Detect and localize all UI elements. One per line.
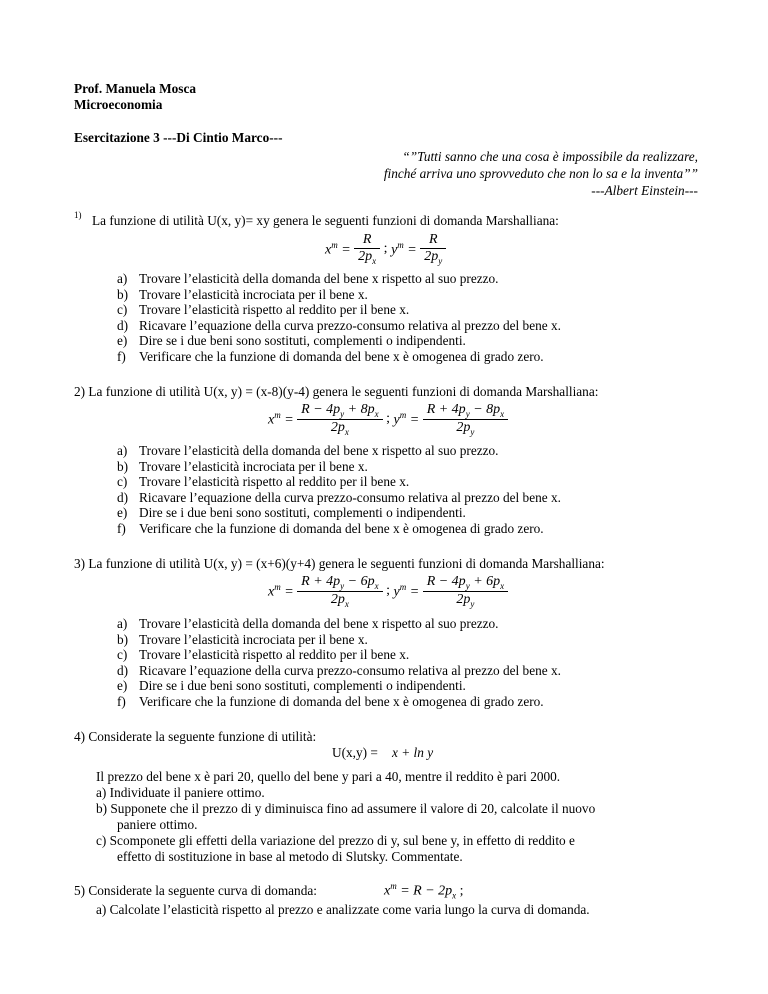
exercise-3-demand-equations: $x^m$ = $\frac{R + 4p_y - 6p_x}{2p_x}$ ; $y^m$ = $\frac{R - 4p_y + 6p_x}{2p_y}$ bbox=[268, 574, 508, 609]
exercise-2-demand-equations: $x^m$ = $\frac{R - 4p_y + 8p_x}{2p_x}$ ; $y^m$ = $\frac{R + 4p_y - 8p_x}{2p_y}$ bbox=[268, 402, 508, 437]
question-item: b) Trovare l’elasticità incrociata per il bene x. bbox=[117, 286, 368, 302]
course-name: Microeconomia bbox=[74, 97, 163, 112]
exercise-4-question-b: b) Supponete che il prezzo di y diminuisca fino ad assumere il valore di 20, calcolate il nuovo bbox=[96, 801, 596, 816]
exercise-3-questions bbox=[117, 616, 561, 709]
exercise-4-intro: 4) Considerate la seguente funzione di utilità: bbox=[74, 729, 317, 744]
exercise-4-utility-label: U(x,y) = bbox=[332, 745, 378, 760]
exercise-1-intro: La funzione di utilità U(x, y)= xy genera le seguenti funzioni di domanda Marshalliana: bbox=[92, 213, 559, 228]
question-item: f) Verificare che la funzione di domanda del bene x è omogenea di grado zero. bbox=[117, 348, 544, 364]
exercise-4-prices: Il prezzo del bene x è pari 20, quello del bene y pari a 40, mentre il reddito è pari 2000. bbox=[96, 769, 561, 784]
question-item: f) Verificare che la funzione di domanda del bene x è omogenea di grado zero. bbox=[117, 520, 544, 536]
exercise-2-questions bbox=[117, 443, 561, 536]
quote-author: ---Albert Einstein--- bbox=[591, 183, 698, 198]
exercise-4-question-b-cont: paniere ottimo. bbox=[117, 817, 198, 832]
question-item: e) Dire se i due beni sono sostituti, complementi o indipendenti. bbox=[117, 678, 466, 693]
exercise-5-question-a: a) Calcolate l’elasticità rispetto al prezzo e analizzate come varia lungo la curva di domanda. bbox=[96, 902, 590, 917]
question-item: f) Verificare che la funzione di domanda del bene x è omogenea di grado zero. bbox=[117, 693, 544, 709]
question-item: e) Dire se i due beni sono sostituti, complementi o indipendenti. bbox=[117, 333, 466, 348]
question-item: a) Trovare l’elasticità della domanda del bene x rispetto al suo prezzo. bbox=[117, 616, 499, 631]
exercise-5-demand-curve: $x^m = R - 2p_x$ ; bbox=[384, 881, 464, 901]
question-item: c) Trovare l’elasticità rispetto al reddito per il bene x. bbox=[117, 474, 410, 489]
question-item: e) Dire se i due beni sono sostituti, complementi o indipendenti. bbox=[117, 505, 466, 520]
exercise-2-intro: 2) La funzione di utilità U(x, y) = (x-8)(y-4) genera le seguenti funzioni di domanda Marshalliana: bbox=[74, 384, 599, 399]
author-name: Prof. Manuela Mosca bbox=[74, 81, 196, 96]
exercise-4-question-a: a) Individuate il paniere ottimo. bbox=[96, 785, 265, 800]
question-item: c) Trovare l’elasticità rispetto al reddito per il bene x. bbox=[117, 647, 410, 662]
exercise-1-demand-equations: $x^m$ = $\frac{R}{2p_x}$ ; $y^m$ = $\frac{R}{2p_y}$ bbox=[325, 232, 446, 266]
exercise-1-number: 1) bbox=[74, 210, 82, 220]
exercise-5-intro: 5) Considerate la seguente curva di domanda: bbox=[74, 883, 317, 898]
question-item: a) Trovare l’elasticità della domanda del bene x rispetto al suo prezzo. bbox=[117, 443, 499, 458]
exercise-4-question-c-cont: effetto di sostituzione in base al metodo di Slutsky. Commentate. bbox=[117, 849, 463, 864]
exercise-4-question-c: c) Scomponete gli effetti della variazione del prezzo di y, sul bene y, in effetto di reddito e bbox=[96, 833, 575, 848]
exercise-1-questions bbox=[117, 271, 561, 364]
question-item: b) Trovare l’elasticità incrociata per il bene x. bbox=[117, 631, 368, 647]
question-item: d) Ricavare l’equazione della curva prezzo-consumo relativa al prezzo del bene x. bbox=[117, 317, 561, 333]
exercise-title: Esercitazione 3 ---Di Cintio Marco--- bbox=[74, 130, 283, 145]
quote-line-1: “”Tutti sanno che una cosa è impossibile da realizzare, bbox=[402, 149, 698, 164]
question-item: c) Trovare l’elasticità rispetto al reddito per il bene x. bbox=[117, 302, 410, 317]
quote-line-2: finché arriva uno sprovveduto che non lo sa e la inventa”” bbox=[383, 166, 698, 181]
question-item: d) Ricavare l’equazione della curva prezzo-consumo relativa al prezzo del bene x. bbox=[117, 489, 561, 505]
question-item: d) Ricavare l’equazione della curva prezzo-consumo relativa al prezzo del bene x. bbox=[117, 662, 561, 678]
exercise-4-utility-formula: x + ln y bbox=[392, 745, 434, 760]
question-item: a) Trovare l’elasticità della domanda del bene x rispetto al suo prezzo. bbox=[117, 271, 499, 286]
question-item: b) Trovare l’elasticità incrociata per il bene x. bbox=[117, 458, 368, 474]
exercise-3-intro: 3) La funzione di utilità U(x, y) = (x+6)(y+4) genera le seguenti funzioni di domanda Marshalliana: bbox=[74, 556, 605, 571]
